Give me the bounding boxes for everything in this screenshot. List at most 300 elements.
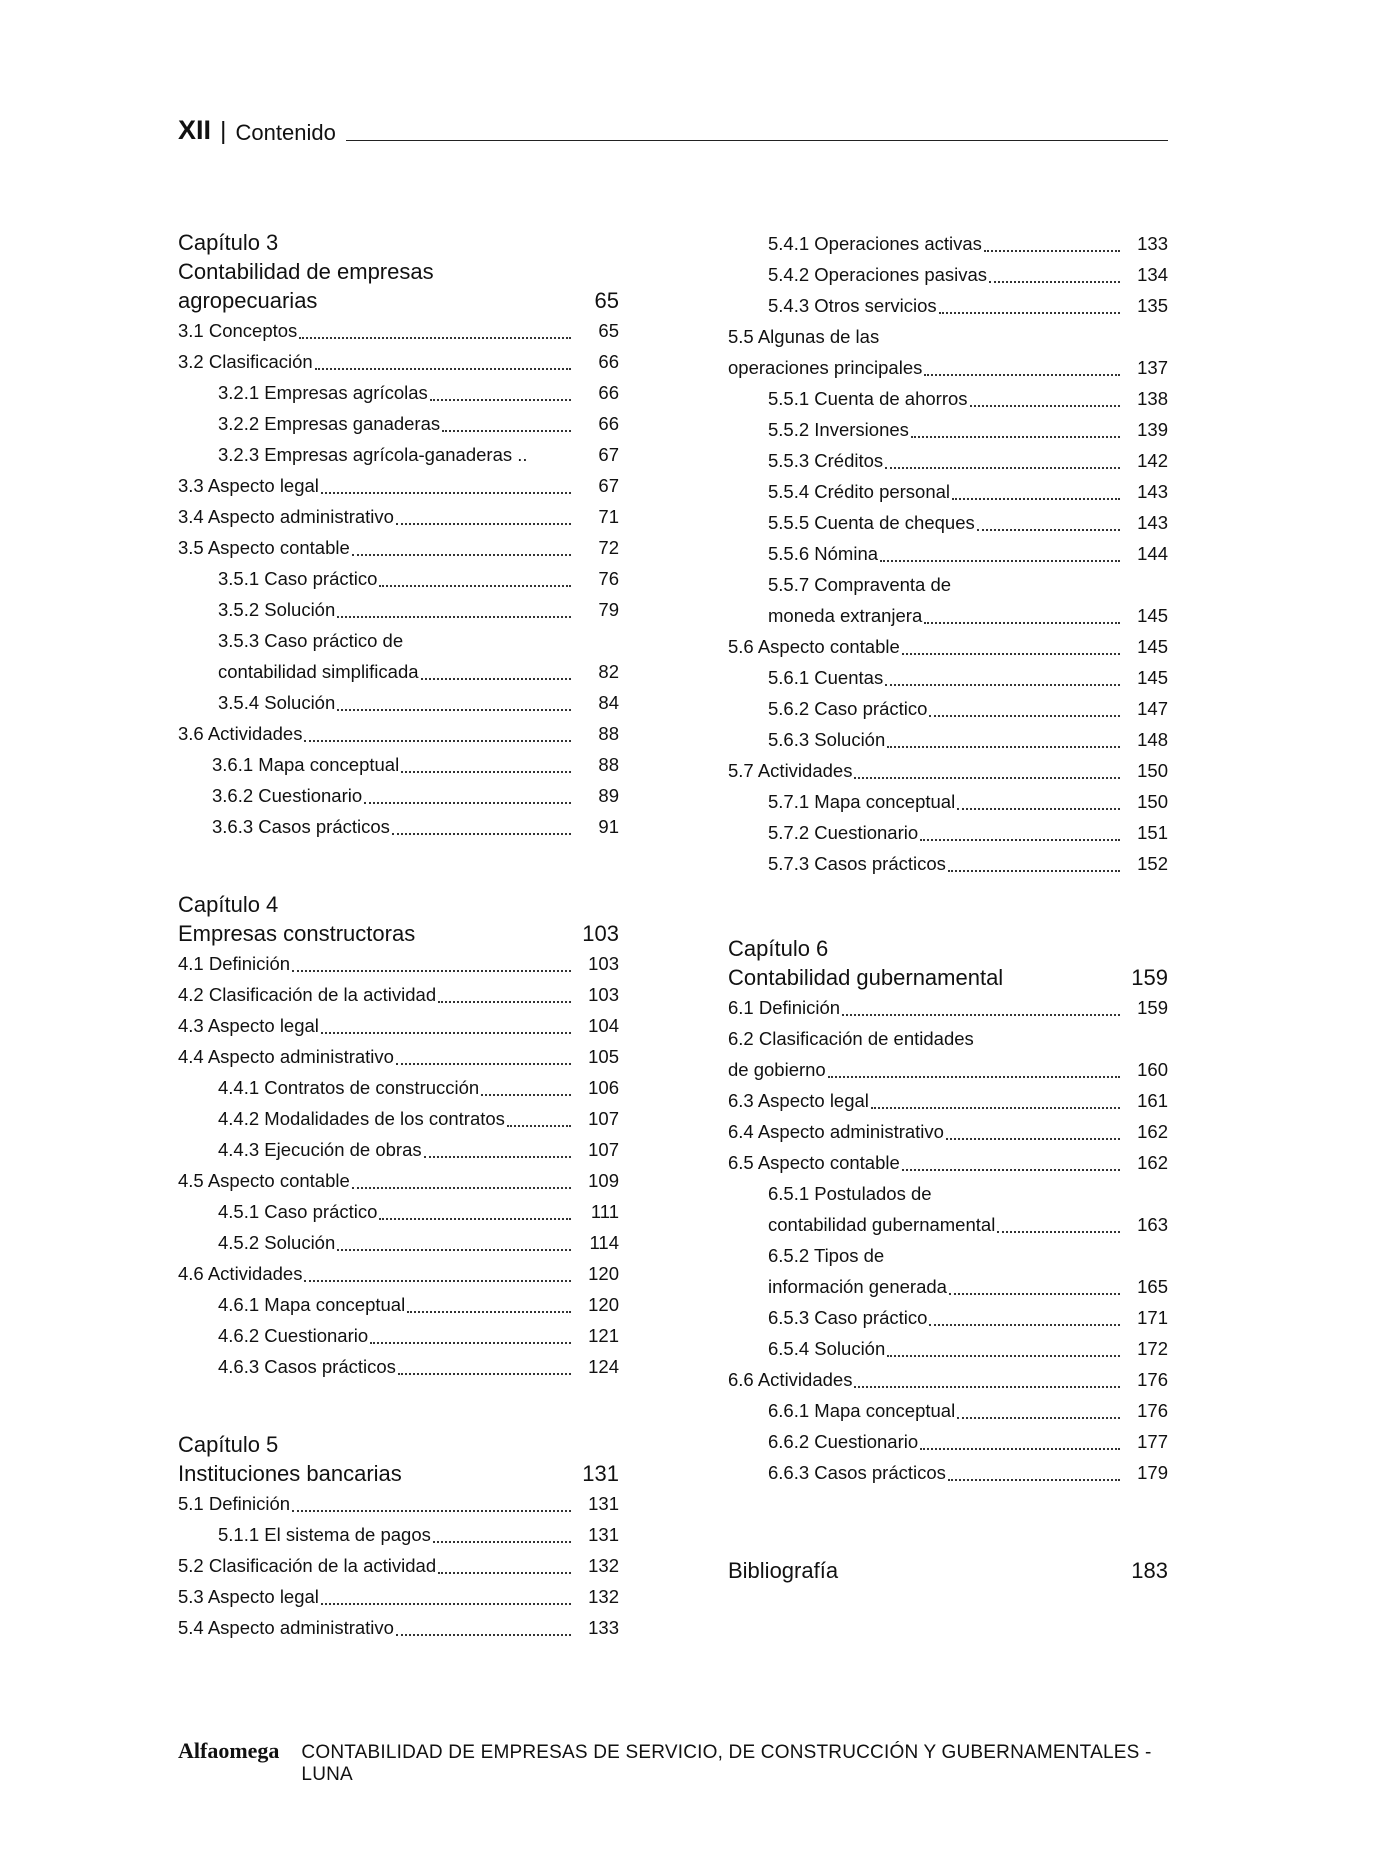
dot-leader: [854, 776, 1120, 779]
toc-entry-page: 88: [598, 723, 619, 744]
toc-entry-page: 145: [1137, 636, 1168, 657]
dot-leader: [379, 584, 571, 587]
toc-entry-page: 133: [1137, 233, 1168, 254]
chapter-title: Contabilidad de empresas: [178, 259, 434, 284]
toc-entry[interactable]: [178, 1134, 619, 1165]
toc-entry[interactable]: [178, 377, 619, 408]
toc-entry-line: 3.5.3 Caso práctico de: [218, 630, 404, 651]
toc-entry-page: 177: [1137, 1431, 1168, 1452]
dot-leader: [299, 336, 571, 339]
chapter-title: agropecuarias: [178, 288, 318, 313]
running-footer: [178, 1738, 1178, 1785]
toc-entry-text: 5.5.5 Cuenta de cheques: [768, 512, 975, 533]
toc-entry-page: 114: [589, 1232, 619, 1253]
toc-entry-page: 103: [588, 953, 619, 974]
toc-entry-text: 6.6.3 Casos prácticos: [768, 1462, 946, 1483]
toc-entry-page: 124: [588, 1356, 619, 1377]
toc-entry-line: 5.5.7 Compraventa de: [768, 574, 952, 595]
toc-entry[interactable]: [178, 439, 619, 470]
toc-entry[interactable]: [178, 780, 619, 811]
toc-entry[interactable]: [728, 693, 1168, 724]
toc-entry-line: 6.5.1 Postulados de: [768, 1183, 932, 1204]
toc-entry[interactable]: [178, 1227, 619, 1258]
dot-leader: [321, 1031, 571, 1034]
dot-leader: [396, 522, 571, 525]
dot-leader: [842, 1013, 1120, 1016]
toc-entry-page: 107: [588, 1139, 619, 1160]
toc-entry[interactable]: [728, 786, 1168, 817]
chapter-title-row: [178, 257, 619, 286]
toc-entry-page: 88: [598, 754, 619, 775]
toc-entry-text: 6.5 Aspecto contable: [728, 1152, 900, 1173]
dot-leader: [321, 491, 571, 494]
toc-entry[interactable]: [178, 315, 619, 346]
chapter-title: Contabilidad gubernamental: [728, 965, 1004, 990]
toc-entry-page: 131: [588, 1493, 619, 1514]
toc-entry[interactable]: [178, 1165, 619, 1196]
toc-entry[interactable]: [178, 656, 619, 687]
dot-leader: [337, 1248, 571, 1251]
toc-entry-page: 120: [588, 1263, 619, 1284]
toc-entry-text: 4.2 Clasificación de la actividad: [178, 984, 437, 1005]
toc-entry[interactable]: [728, 1333, 1168, 1364]
header-separator: |: [220, 117, 227, 145]
toc-entry-page: 79: [598, 599, 619, 620]
toc-entry-text: 3.2.2 Empresas ganaderas: [218, 413, 441, 434]
dot-leader: [430, 398, 571, 401]
toc-entry-page: 143: [1137, 512, 1168, 533]
toc-entry[interactable]: [178, 811, 619, 842]
dot-leader: [442, 429, 571, 432]
toc-entry-text: 4.4.3 Ejecución de obras: [218, 1139, 422, 1160]
toc-entry-text: 6.1 Definición: [728, 997, 841, 1018]
toc-entry-text: 5.5.2 Inversiones: [768, 419, 909, 440]
toc-entry[interactable]: [178, 1488, 619, 1519]
toc-entry[interactable]: [728, 1147, 1168, 1178]
dot-leader: [887, 745, 1120, 748]
dot-leader: [337, 615, 571, 618]
dot-leader: [424, 1155, 571, 1158]
toc-entry[interactable]: [178, 501, 619, 532]
toc-entry[interactable]: [728, 1085, 1168, 1116]
toc-entry[interactable]: [728, 352, 1168, 383]
chapter-label: Capítulo 3: [178, 230, 279, 255]
toc-entry-page: 135: [1137, 295, 1168, 316]
toc-entry-page: 132: [588, 1586, 619, 1607]
header-title: Contenido: [235, 120, 336, 145]
toc-entry-page: 107: [588, 1108, 619, 1129]
toc-entry-page: 159: [1137, 997, 1168, 1018]
toc-entry-page: 66: [598, 382, 619, 403]
toc-entry-text: 3.2.3 Empresas agrícola-ganaderas ..: [218, 444, 528, 465]
toc-entry-page: 172: [1137, 1338, 1168, 1359]
dot-leader: [396, 1062, 571, 1065]
dot-leader: [292, 969, 571, 972]
toc-entry-text: 3.6 Actividades: [178, 723, 303, 744]
toc-entry[interactable]: [178, 594, 619, 625]
dot-leader: [924, 621, 1120, 624]
dot-leader: [507, 1124, 571, 1127]
toc-entry-text: información generada: [768, 1276, 947, 1297]
toc-entry-text: operaciones principales: [728, 357, 923, 378]
toc-entry-text: 5.5.4 Crédito personal: [768, 481, 951, 502]
dot-leader: [957, 807, 1120, 810]
toc-entry[interactable]: [728, 1116, 1168, 1147]
toc-entry-text: 5.1 Definición: [178, 1493, 291, 1514]
toc-entry-page: 148: [1137, 729, 1168, 750]
dot-leader: [398, 1372, 571, 1375]
bibliography: [728, 1556, 1168, 1585]
toc-entry-page: 165: [1137, 1276, 1168, 1297]
dot-leader: [948, 869, 1120, 872]
toc-entry-text: moneda extranjera: [768, 605, 923, 626]
toc-entry-line: 5.5 Algunas de las: [728, 326, 880, 347]
toc-entry-line: 6.2 Clasificación de entidades: [728, 1028, 974, 1049]
toc-entry-text: 5.4.3 Otros servicios: [768, 295, 937, 316]
toc-entry[interactable]: [178, 1258, 619, 1289]
dot-leader: [304, 739, 571, 742]
toc-entry-page: 176: [1137, 1400, 1168, 1421]
toc-entry-text: 5.4.2 Operaciones pasivas: [768, 264, 988, 285]
toc-entry[interactable]: [178, 1010, 619, 1041]
toc-entry-text: 3.5.2 Solución: [218, 599, 336, 620]
toc-entry[interactable]: [728, 507, 1168, 538]
toc-entry[interactable]: [728, 538, 1168, 569]
toc-entry-page: 143: [1137, 481, 1168, 502]
toc-entry-text: 3.6.2 Cuestionario: [212, 785, 363, 806]
toc-entry-text: 6.5.3 Caso práctico: [768, 1307, 928, 1328]
dot-leader: [948, 1478, 1120, 1481]
toc-entry-page: 91: [598, 816, 619, 837]
toc-entry-page: 160: [1137, 1059, 1168, 1080]
toc-entry-text: 5.6.2 Caso práctico: [768, 698, 928, 719]
bibliography-row[interactable]: [728, 1556, 1168, 1585]
toc-entry-page: 150: [1137, 791, 1168, 812]
header-rule: [346, 140, 1168, 141]
dot-leader: [352, 553, 571, 556]
toc-entry-text: 4.4 Aspecto administrativo: [178, 1046, 394, 1067]
toc-entry[interactable]: [728, 476, 1168, 507]
dot-leader: [970, 404, 1120, 407]
toc-entry[interactable]: [178, 979, 619, 1010]
dot-leader: [887, 1354, 1120, 1357]
dot-leader: [902, 652, 1120, 655]
toc-right-column: [728, 228, 1168, 1585]
toc-entry-text: 3.4 Aspecto administrativo: [178, 506, 394, 527]
toc-entry-page: 163: [1137, 1214, 1168, 1235]
dot-leader: [392, 832, 571, 835]
toc-entry-page: 120: [588, 1294, 619, 1315]
dot-leader: [379, 1217, 571, 1220]
chapter-page: 65: [594, 288, 619, 313]
toc-entry-text: 5.4.1 Operaciones activas: [768, 233, 982, 254]
toc-entries: [178, 315, 619, 842]
toc-entry[interactable]: [728, 1426, 1168, 1457]
toc-entry[interactable]: [178, 1289, 619, 1320]
toc-entry[interactable]: [728, 290, 1168, 321]
toc-entry-text: 5.5.3 Créditos: [768, 450, 884, 471]
toc-entry[interactable]: [178, 408, 619, 439]
toc-entry-page: 152: [1137, 853, 1168, 874]
toc-entry-text: 5.7.2 Cuestionario: [768, 822, 919, 843]
toc-entry-page: 66: [598, 413, 619, 434]
toc-entry[interactable]: [178, 470, 619, 501]
toc-entry-page: 150: [1137, 760, 1168, 781]
toc-entry[interactable]: [728, 817, 1168, 848]
toc-entry-page: 109: [588, 1170, 619, 1191]
toc-entry[interactable]: [728, 600, 1168, 631]
toc-entry-text: 5.7 Actividades: [728, 760, 853, 781]
toc-entry-text: 5.3 Aspecto legal: [178, 1586, 319, 1607]
dot-leader: [337, 708, 571, 711]
toc-entry-text: de gobierno: [728, 1059, 826, 1080]
toc-entry-text: 4.1 Definición: [178, 953, 291, 974]
toc-entry-page: 144: [1137, 543, 1168, 564]
toc-left-column: [178, 228, 619, 1643]
dot-leader: [949, 1292, 1120, 1295]
bibliography-page: 183: [1131, 1558, 1168, 1583]
toc-entry-page: 138: [1137, 388, 1168, 409]
chapter-3: [178, 228, 619, 842]
toc-entry[interactable]: [178, 1581, 619, 1612]
toc-entry-page: 71: [598, 506, 619, 527]
toc-entry-text: 3.5 Aspecto contable: [178, 537, 350, 558]
chapter-label: Capítulo 6: [728, 936, 829, 961]
toc-entries: [728, 992, 1168, 1488]
toc-entry-page: 104: [588, 1015, 619, 1036]
chapter-4: [178, 890, 619, 1382]
toc-entry-text: 3.6.1 Mapa conceptual: [212, 754, 400, 775]
toc-entry[interactable]: [728, 1209, 1168, 1240]
toc-entry-page: 103: [588, 984, 619, 1005]
toc-entry-text: 5.2 Clasificación de la actividad: [178, 1555, 437, 1576]
toc-entry-page: 89: [598, 785, 619, 806]
toc-entry-text: 4.4.1 Contratos de construcción: [218, 1077, 480, 1098]
toc-entry[interactable]: [728, 383, 1168, 414]
toc-entry-page: 179: [1137, 1462, 1168, 1483]
toc-entry-text: 3.2.1 Empresas agrícolas: [218, 382, 428, 403]
running-header: [178, 112, 1168, 144]
toc-entry-page: 142: [1137, 450, 1168, 471]
chapter-page: 103: [582, 921, 619, 946]
toc-entry-page: 147: [1137, 698, 1168, 719]
toc-entry[interactable]: [728, 1302, 1168, 1333]
toc-entry-page: 131: [588, 1524, 619, 1545]
dot-leader: [902, 1168, 1120, 1171]
publisher-logo: Alfaomega: [178, 1738, 280, 1763]
toc-entry-page: 82: [598, 661, 619, 682]
toc-entry-text: 4.4.2 Modalidades de los contratos: [218, 1108, 505, 1129]
toc-entry[interactable]: [178, 1196, 619, 1227]
chapter-title-row: [178, 1459, 619, 1488]
toc-entry[interactable]: [728, 724, 1168, 755]
chapter-6: [728, 934, 1168, 1488]
toc-entry-text: 5.4 Aspecto administrativo: [178, 1617, 394, 1638]
chapter-title-row: [178, 919, 619, 948]
dot-leader: [421, 677, 571, 680]
toc-entry-text: 4.6.3 Casos prácticos: [218, 1356, 396, 1377]
toc-entry-page: 134: [1137, 264, 1168, 285]
toc-entry-text: 5.6.3 Solución: [768, 729, 886, 750]
dot-leader: [481, 1093, 571, 1096]
chapter-title-row: [728, 963, 1168, 992]
toc-entry-text: 6.4 Aspecto administrativo: [728, 1121, 944, 1142]
toc-entry-page: 145: [1137, 605, 1168, 626]
dot-leader: [438, 1000, 571, 1003]
toc-entry-text: 4.5.2 Solución: [218, 1232, 336, 1253]
toc-entry-page: 132: [588, 1555, 619, 1576]
toc-entry[interactable]: [178, 1041, 619, 1072]
toc-entry-text: 6.6 Actividades: [728, 1369, 853, 1390]
toc-entry-text: 3.5.1 Caso práctico: [218, 568, 378, 589]
toc-entry-page: 162: [1137, 1121, 1168, 1142]
dot-leader: [952, 497, 1120, 500]
toc-entry-text: contabilidad gubernamental: [768, 1214, 996, 1235]
dot-leader: [920, 838, 1120, 841]
toc-entry-page: 67: [598, 444, 619, 465]
toc-entry[interactable]: [178, 346, 619, 377]
toc-entry-text: contabilidad simplificada: [218, 661, 419, 682]
toc-entry-text: 3.2 Clasificación: [178, 351, 313, 372]
toc-entry[interactable]: [178, 1320, 619, 1351]
toc-entry[interactable]: [178, 749, 619, 780]
dot-leader: [438, 1571, 571, 1574]
toc-entry[interactable]: [728, 445, 1168, 476]
dot-leader: [885, 683, 1120, 686]
toc-entry[interactable]: [178, 1550, 619, 1581]
toc-entry-text: 3.6.3 Casos prácticos: [212, 816, 390, 837]
dot-leader: [828, 1075, 1120, 1078]
toc-entry[interactable]: [728, 414, 1168, 445]
toc-entry[interactable]: [728, 1271, 1168, 1302]
toc-entry-text: 5.6 Aspecto contable: [728, 636, 900, 657]
toc-entry[interactable]: [728, 992, 1168, 1023]
toc-entry[interactable]: [728, 631, 1168, 662]
toc-entry-page: 121: [588, 1325, 619, 1346]
toc-entry[interactable]: [728, 1395, 1168, 1426]
toc-entry-page: 145: [1137, 667, 1168, 688]
toc-entry-text: 6.6.2 Cuestionario: [768, 1431, 919, 1452]
dot-leader: [920, 1447, 1120, 1450]
toc-entry-page: 106: [588, 1077, 619, 1098]
toc-entry-page: 161: [1137, 1090, 1168, 1111]
dot-leader: [997, 1230, 1120, 1233]
chapter-5-continued: [728, 228, 1168, 879]
dot-leader: [939, 311, 1120, 314]
toc-entry[interactable]: [728, 662, 1168, 693]
toc-entry-text: 5.5.1 Cuenta de ahorros: [768, 388, 968, 409]
toc-entry-text: 5.7.3 Casos prácticos: [768, 853, 946, 874]
dot-leader: [929, 714, 1120, 717]
dot-leader: [984, 249, 1120, 252]
toc-entry[interactable]: [178, 1103, 619, 1134]
dot-leader: [407, 1310, 571, 1313]
toc-entry[interactable]: [178, 718, 619, 749]
dot-leader: [911, 435, 1120, 438]
toc-entry-text: 4.5.1 Caso práctico: [218, 1201, 378, 1222]
toc-entry-page: 105: [588, 1046, 619, 1067]
toc-entry[interactable]: [178, 687, 619, 718]
toc-entry-page: 76: [598, 568, 619, 589]
toc-entry-page: 67: [598, 475, 619, 496]
toc-entry-text: 4.6.2 Cuestionario: [218, 1325, 369, 1346]
chapter-title: Instituciones bancarias: [178, 1461, 402, 1486]
toc-entry-text: 5.6.1 Cuentas: [768, 667, 884, 688]
toc-entry-page: 176: [1137, 1369, 1168, 1390]
toc-entries: [178, 948, 619, 1382]
chapter-page: 159: [1131, 965, 1168, 990]
dot-leader: [854, 1385, 1120, 1388]
toc-entry[interactable]: [728, 755, 1168, 786]
dot-leader: [292, 1509, 571, 1512]
toc-entry-page: 133: [588, 1617, 619, 1638]
dot-leader: [370, 1341, 571, 1344]
toc-entry[interactable]: [178, 1072, 619, 1103]
dot-leader: [977, 528, 1120, 531]
toc-entry[interactable]: [178, 532, 619, 563]
dot-leader: [989, 280, 1120, 283]
toc-entry[interactable]: [728, 1364, 1168, 1395]
toc-entry-text: 4.6.1 Mapa conceptual: [218, 1294, 406, 1315]
dot-leader: [396, 1633, 571, 1636]
page-number-roman: XII: [178, 115, 212, 145]
toc-entry-text: 4.5 Aspecto contable: [178, 1170, 350, 1191]
dot-leader: [401, 770, 571, 773]
toc-entry[interactable]: [178, 948, 619, 979]
toc-entry[interactable]: [728, 1457, 1168, 1488]
dot-leader: [946, 1137, 1120, 1140]
toc-entry-page: 162: [1137, 1152, 1168, 1173]
dot-leader: [352, 1186, 571, 1189]
toc-entry[interactable]: [178, 1351, 619, 1382]
toc-entry[interactable]: [728, 848, 1168, 879]
book-title: CONTABILIDAD DE EMPRESAS DE SERVICIO, DE CONSTRUCCIÓN Y GUBERNAMENTALES - LUNA: [301, 1742, 1152, 1785]
toc-entry-text: 6.3 Aspecto legal: [728, 1090, 869, 1111]
chapter-label: Capítulo 4: [178, 892, 279, 917]
toc-entry-text: 4.3 Aspecto legal: [178, 1015, 319, 1036]
chapter-label: Capítulo 5: [178, 1432, 279, 1457]
dot-leader: [885, 466, 1120, 469]
toc-entry[interactable]: [728, 1054, 1168, 1085]
toc-entry-text: 3.3 Aspecto legal: [178, 475, 319, 496]
toc-entry[interactable]: [728, 228, 1168, 259]
dot-leader: [304, 1279, 571, 1282]
toc-entry[interactable]: [178, 1612, 619, 1643]
toc-entries: [178, 1488, 619, 1643]
toc-entry-page: 137: [1137, 357, 1168, 378]
toc-entry-page: 111: [590, 1201, 619, 1222]
dot-leader: [924, 373, 1120, 376]
toc-entry-page: 151: [1137, 822, 1168, 843]
chapter-page: 131: [582, 1461, 619, 1486]
dot-leader: [315, 367, 571, 370]
dot-leader: [929, 1323, 1120, 1326]
toc-entry[interactable]: [178, 1519, 619, 1550]
toc-entry-text: 6.5.4 Solución: [768, 1338, 886, 1359]
toc-entry-text: 6.6.1 Mapa conceptual: [768, 1400, 956, 1421]
dot-leader: [957, 1416, 1120, 1419]
toc-entry-page: 139: [1137, 419, 1168, 440]
toc-entry[interactable]: [728, 259, 1168, 290]
toc-entry-text: 5.1.1 El sistema de pagos: [218, 1524, 431, 1545]
chapter-5: [178, 1430, 619, 1643]
dot-leader: [321, 1602, 571, 1605]
toc-entry-page: 65: [598, 320, 619, 341]
toc-entry-text: 4.6 Actividades: [178, 1263, 303, 1284]
toc-entry[interactable]: [178, 563, 619, 594]
toc-entry-page: 66: [598, 351, 619, 372]
toc-entry-page: 72: [598, 537, 619, 558]
